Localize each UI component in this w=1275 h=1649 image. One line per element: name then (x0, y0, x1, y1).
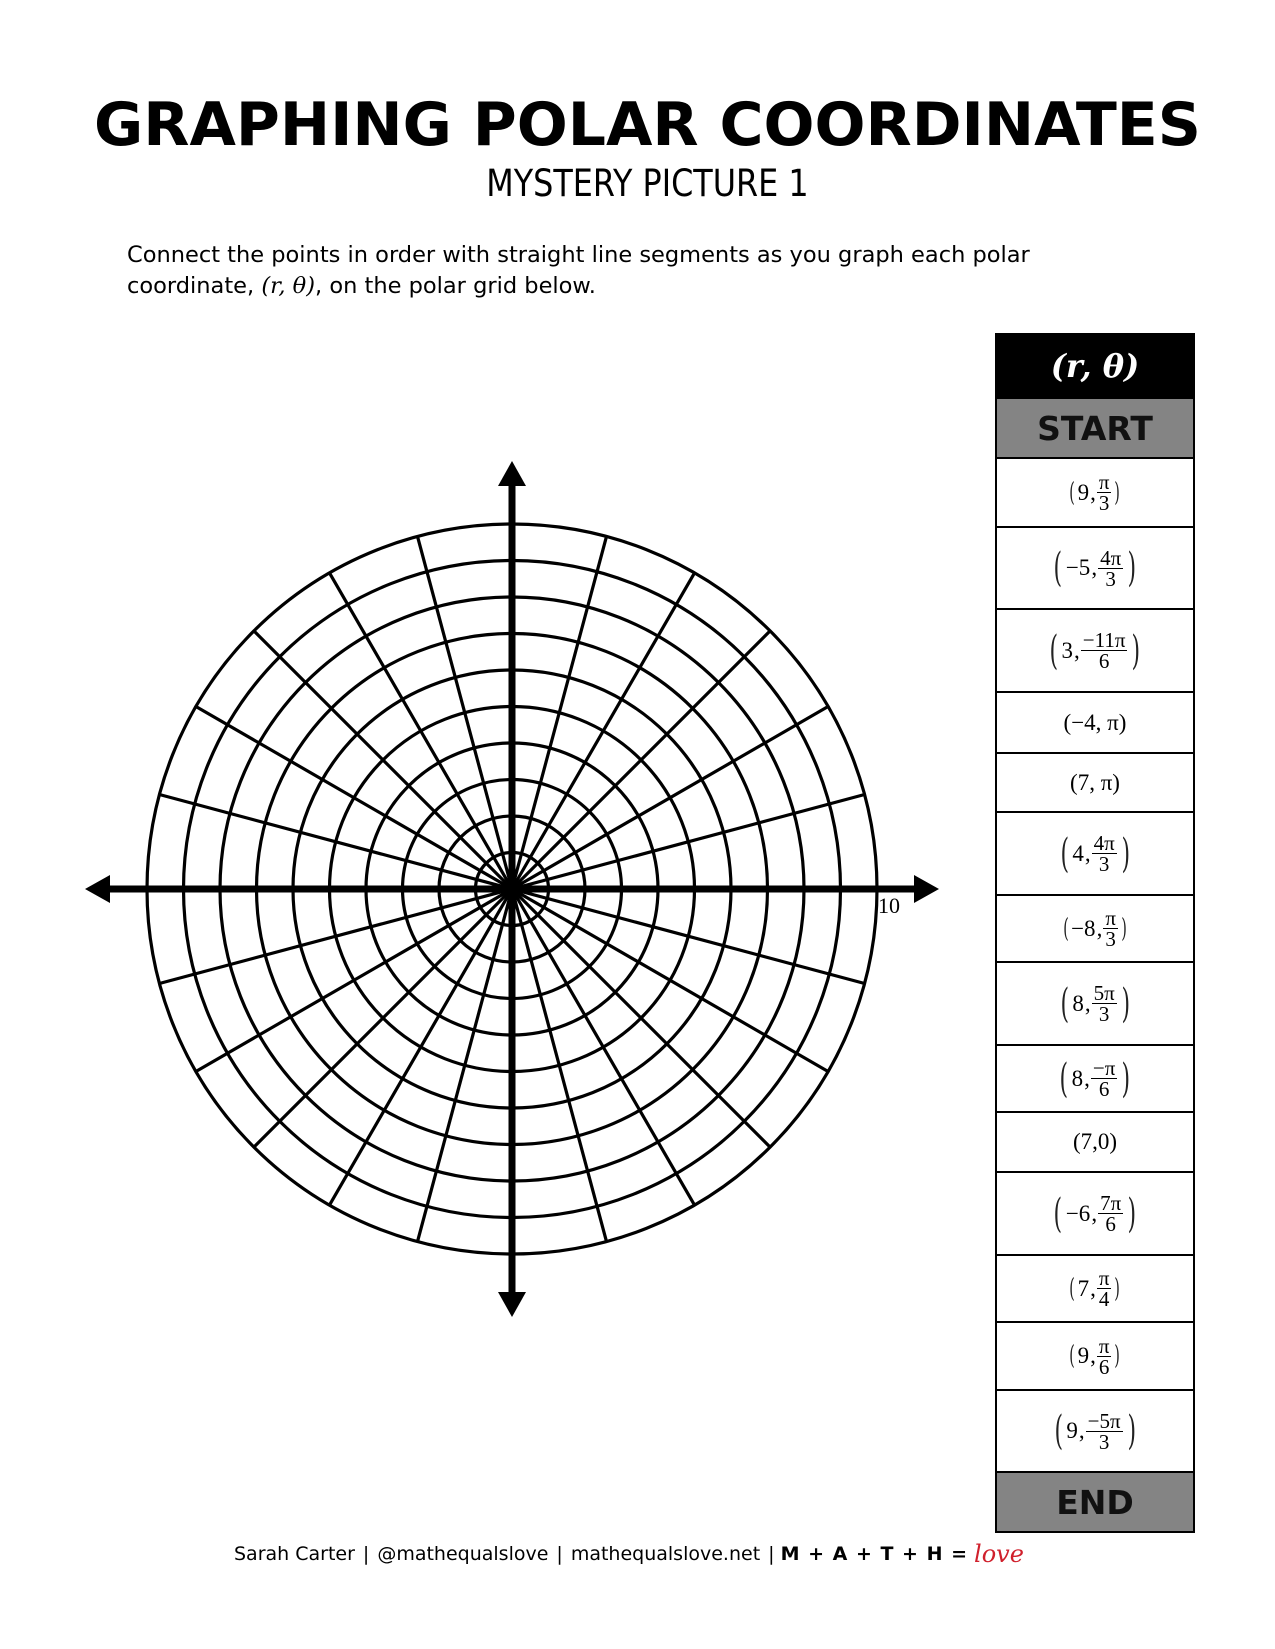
footer-brand: M + A + T + H = (780, 1543, 969, 1565)
angle-fraction: $\frac{\pi}{3}$ (1105, 906, 1116, 951)
instructions-line-1: Connect the points in order with straight line segments as you graph each polar (127, 242, 1030, 268)
page-subtitle: MYSTERY PICTURE 1 (486, 162, 809, 205)
footer-author: Sarah Carter (234, 1543, 355, 1565)
coordinate-value: ( −8 , $\frac{\pi}{3}$ ) (1063, 906, 1127, 951)
coordinate-row (997, 1254, 1193, 1321)
coordinate-value: ( 4 , $\frac{4\pi}{3}$ ) (1060, 830, 1130, 877)
coordinate-row (997, 691, 1193, 752)
coordinate-value: (−4, π) (1063, 709, 1127, 735)
instructions-line-2: coordinate, (r, θ), on the polar grid below. (127, 273, 596, 299)
coordinate-row (997, 961, 1193, 1044)
coordinate-value: ( 3 , $\frac{-11\pi}{6}$ ) (1049, 627, 1141, 674)
angle-fraction: $\frac{5\pi}{3}$ (1093, 981, 1115, 1026)
arrow-down-icon (498, 1292, 526, 1317)
angle-fraction: $\frac{4\pi}{3}$ (1093, 831, 1115, 876)
angle-fraction: $\frac{-11\pi}{6}$ (1082, 628, 1126, 673)
page-title: GRAPHING POLAR COORDINATES (94, 90, 1201, 160)
radius-label-10: 10 (878, 893, 900, 918)
footer: Sarah Carter | @mathequalslove | mathequalslove.net | M + A + T + H = love (234, 1540, 1024, 1568)
coordinate-row (997, 1111, 1193, 1171)
angle-fraction: $\frac{4\pi}{3}$ (1100, 545, 1122, 591)
coordinate-value: (7,0) (1072, 1129, 1118, 1154)
coordinate-value: ( 8 , $\frac{-\pi}{6}$ ) (1059, 1055, 1131, 1102)
coordinate-row (997, 457, 1193, 526)
coordinate-value: ( 8 , $\frac{5\pi}{3}$ ) (1060, 980, 1130, 1027)
arrow-right-icon (914, 875, 939, 903)
start-row: START (997, 397, 1193, 457)
coordinate-row (997, 752, 1193, 811)
coordinate-value: ( −6 , $\frac{7\pi}{6}$ ) (1053, 1190, 1137, 1237)
coordinate-value: ( 9 , $\frac{\pi}{6}$ ) (1069, 1333, 1121, 1379)
arrow-left-icon (85, 875, 110, 903)
angle-fraction: $\frac{\pi}{3}$ (1098, 470, 1110, 515)
table-header: (r, θ) (997, 335, 1193, 397)
arrow-up-icon (498, 461, 526, 486)
angle-fraction: $\frac{\pi}{4}$ (1098, 1266, 1110, 1311)
coordinate-value: ( 7 , $\frac{\pi}{4}$ ) (1069, 1266, 1121, 1311)
coordinate-row (997, 1171, 1193, 1254)
coordinate-row (997, 894, 1193, 961)
polar-notation: (r, θ) (261, 273, 316, 299)
coordinate-row (997, 1321, 1193, 1389)
end-row: END (997, 1471, 1193, 1531)
coordinate-value: ( 9 , $\frac{\pi}{3}$ ) (1069, 470, 1121, 515)
footer-love-logo: love (974, 1540, 1024, 1568)
coordinate-row (997, 1044, 1193, 1111)
coordinate-row (997, 608, 1193, 691)
axes (110, 485, 915, 1293)
angle-fraction: $\frac{7\pi}{6}$ (1100, 1191, 1122, 1236)
coordinate-row (997, 1389, 1193, 1471)
coordinate-value: ( 9 , $\frac{-5\pi}{3}$ ) (1054, 1408, 1136, 1454)
coordinate-value: ( −5 , $\frac{4\pi}{3}$ ) (1053, 545, 1137, 591)
angle-fraction: $\frac{-5\pi}{3}$ (1087, 1408, 1121, 1454)
footer-handle: @mathequalslove (377, 1543, 549, 1565)
footer-site: mathequalslove.net (570, 1543, 761, 1565)
coordinate-value: (7, π) (1070, 769, 1120, 795)
angle-fraction: $\frac{-\pi}{6}$ (1092, 1056, 1116, 1101)
coordinate-row (997, 811, 1193, 894)
coordinate-row (997, 526, 1193, 608)
coordinates-table (995, 333, 1195, 1533)
angle-fraction: $\frac{\pi}{6}$ (1098, 1333, 1110, 1379)
